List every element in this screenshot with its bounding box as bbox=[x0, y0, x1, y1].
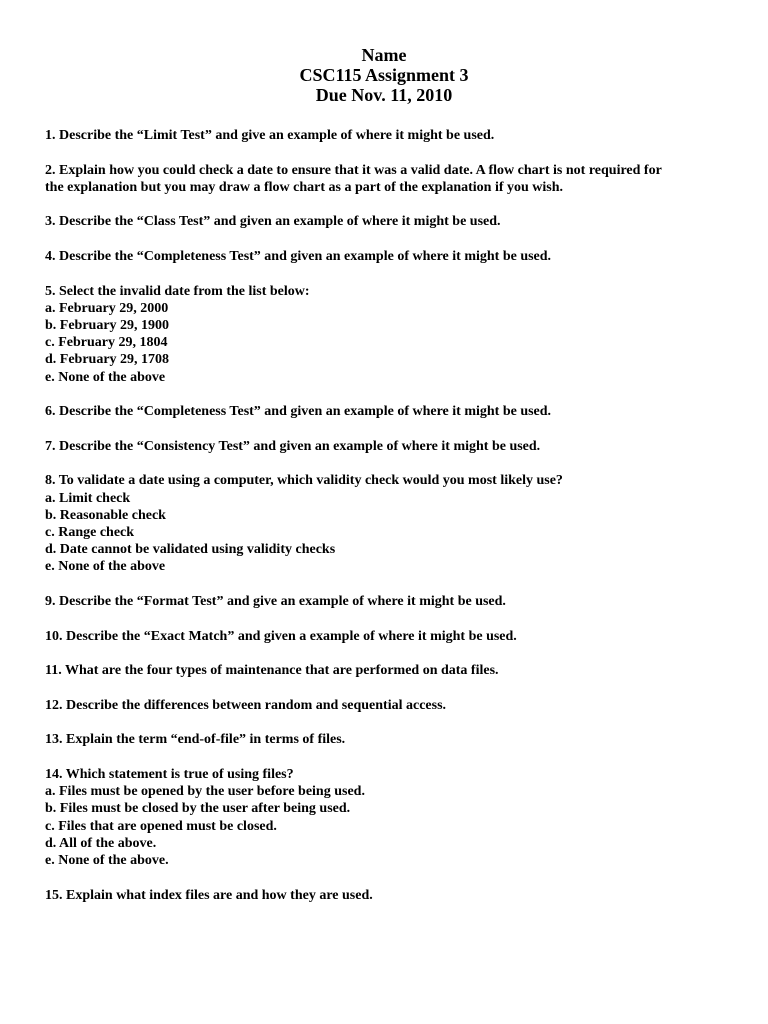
question-15 bbox=[45, 887, 745, 904]
question-text: 10. Describe the “Exact Match” and given a example of where it might be used. bbox=[45, 628, 517, 644]
answer-option: b. Reasonable check bbox=[45, 507, 166, 523]
question-text: 9. Describe the “Format Test” and give an example of where it might be used. bbox=[45, 593, 506, 609]
answer-option: c. Files that are opened must be closed. bbox=[45, 818, 277, 834]
due-date: Due Nov. 11, 2010 bbox=[315, 85, 453, 105]
question-2 bbox=[45, 162, 745, 196]
question-text: 1. Describe the “Limit Test” and give an example of where it might be used. bbox=[45, 128, 495, 143]
question-11 bbox=[45, 662, 745, 679]
question-text: 5. Select the invalid date from the list below: bbox=[45, 283, 310, 299]
question-text: 2. Explain how you could check a date to ensure that it was a valid date. A flow chart is not required for bbox=[45, 162, 662, 178]
answer-option: d. All of the above. bbox=[45, 835, 157, 851]
question-14 bbox=[45, 766, 745, 869]
answer-option: e. None of the above bbox=[45, 369, 166, 385]
question-1 bbox=[45, 127, 745, 144]
answer-option: a. February 29, 2000 bbox=[45, 300, 169, 316]
answer-option: b. February 29, 1900 bbox=[45, 317, 170, 333]
question-text: 14. Which statement is true of using files? bbox=[45, 766, 294, 782]
question-text: 3. Describe the “Class Test” and given an example of where it might be used. bbox=[45, 214, 501, 230]
question-text: 7. Describe the “Consistency Test” and given an example of where it might be used. bbox=[45, 438, 541, 454]
question-3 bbox=[45, 213, 745, 230]
question-7 bbox=[45, 438, 745, 455]
question-13 bbox=[45, 731, 745, 748]
student-name-label: Name bbox=[361, 45, 407, 65]
question-10 bbox=[45, 628, 745, 645]
document-header bbox=[0, 45, 768, 105]
answer-option: b. Files must be closed by the user after being used. bbox=[45, 801, 351, 817]
question-5 bbox=[45, 283, 745, 386]
question-9 bbox=[45, 593, 745, 610]
assignment-title: CSC115 Assignment 3 bbox=[299, 65, 469, 85]
question-text: 13. Explain the term “end-of-file” in terms of files. bbox=[45, 732, 346, 748]
question-4 bbox=[45, 248, 745, 265]
question-text: 8. To validate a date using a computer, which validity check would you most likely use? bbox=[45, 473, 563, 489]
answer-option: c. February 29, 1804 bbox=[45, 335, 168, 351]
question-text: 11. What are the four types of maintenance that are performed on data files. bbox=[45, 663, 499, 679]
answer-option: e. None of the above. bbox=[45, 852, 169, 868]
question-text: the explanation but you may draw a flow chart as a part of the explanation if you wish. bbox=[45, 179, 564, 195]
answer-option: d. February 29, 1708 bbox=[45, 352, 170, 368]
answer-option: e. None of the above bbox=[45, 559, 166, 575]
answer-option: a. Files must be opened by the user before being used. bbox=[45, 784, 365, 800]
question-8 bbox=[45, 472, 745, 575]
answer-option: c. Range check bbox=[45, 524, 135, 540]
answer-option: a. Limit check bbox=[45, 490, 131, 506]
question-text: 4. Describe the “Completeness Test” and given an example of where it might be used. bbox=[45, 248, 552, 264]
question-12 bbox=[45, 697, 745, 714]
question-text: 15. Explain what index files are and how they are used. bbox=[45, 887, 373, 903]
question-6 bbox=[45, 403, 745, 420]
question-text: 12. Describe the differences between random and sequential access. bbox=[45, 697, 447, 713]
question-list bbox=[45, 127, 745, 921]
question-text: 6. Describe the “Completeness Test” and given an example of where it might be used. bbox=[45, 404, 552, 420]
answer-option: d. Date cannot be validated using validity checks bbox=[45, 542, 336, 558]
